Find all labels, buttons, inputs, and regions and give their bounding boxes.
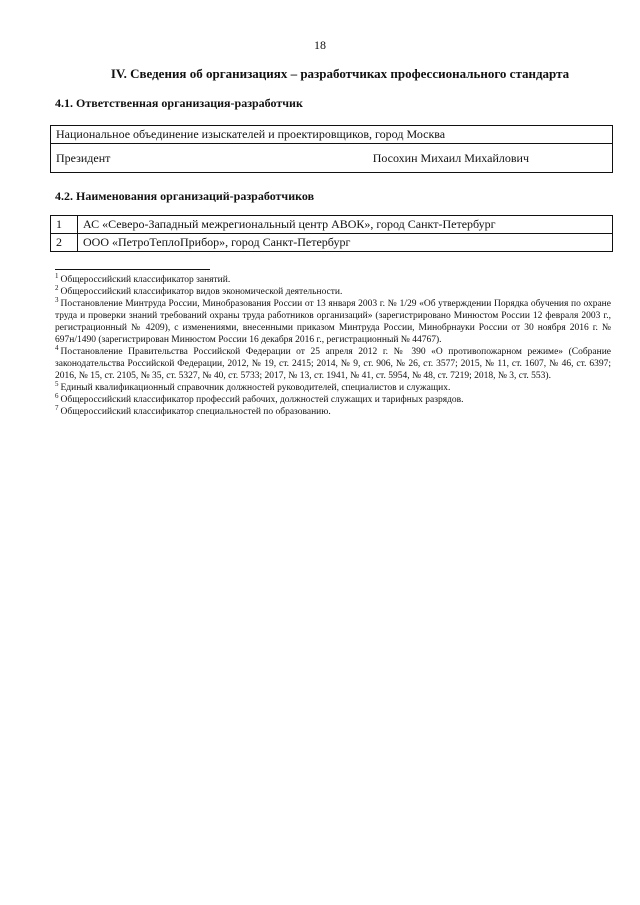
signer-name: Посохин Михаил Михайлович — [372, 150, 529, 165]
section-title: IV. Сведения об организациях – разработчиках профессионального стандарта — [110, 66, 570, 81]
footnotes — [55, 271, 611, 418]
row-number: 2 — [51, 234, 78, 252]
footnote-mark: 3 — [55, 295, 59, 304]
responsible-org-table — [50, 125, 613, 173]
table-row — [51, 126, 613, 144]
footnote-mark: 6 — [55, 391, 59, 400]
signer-cell — [51, 144, 613, 173]
footnote-text: Общероссийский классификатор профессий рабочих, должностей служащих и тарифных разрядов. — [60, 395, 464, 405]
footnote-mark: 2 — [55, 283, 59, 292]
footnote-mark: 4 — [55, 343, 59, 352]
footnote-mark: 5 — [55, 379, 59, 388]
developer-orgs-table — [50, 215, 613, 252]
footnote — [55, 283, 611, 298]
footnote-text: Общероссийский классификатор видов экономической деятельности. — [60, 287, 343, 297]
signer-position: Президент — [56, 150, 111, 165]
footnote-mark: 1 — [55, 271, 59, 280]
footnote-text: Постановление Минтруда России, Минобразования России от 13 января 2003 г. № 1/29 «Об утверждении Порядка обучения по охране труда и проверки знаний требований охраны труда работников организаций» (зарегистрировано Минюстом России 12 февраля 2003 г., регистрационный № 4209), с изменениями, внесенными приказом Минтруда России, Минобрнауки России от 30 ноября 2016 г. № 697н/1490 (зарегистрирован Минюстом России 16 декабря 2016 г., регистрационный № 44767). — [55, 299, 611, 345]
footnote-text: Общероссийский классификатор специальностей по образованию. — [60, 407, 331, 417]
table-row — [51, 144, 613, 173]
footnote-separator — [55, 269, 210, 270]
footnote — [55, 295, 611, 346]
footnote — [55, 379, 611, 394]
row-number: 1 — [51, 216, 78, 234]
table-row — [51, 216, 613, 234]
footnote-text: Единый квалификационный справочник должностей руководителей, специалистов и служащих. — [60, 383, 451, 393]
signer — [56, 150, 607, 167]
footnote — [55, 403, 611, 418]
developer-org-name: АС «Северо-Западный межрегиональный центр АВОК», город Санкт-Петербург — [78, 216, 613, 234]
footnote-text: Постановление Правительства Российской Федерации от 25 апреля 2012 г. № 390 «О противопожарном режиме» (Собрание законодательства Российской Федерации, 2012, № 19, ст. 2415; 2014, № 9, ст. 906, № 26, ст. 3577; 2015, № 11, ст. 1607, № 46, ст. 6397; 2016, № 15, ст. 2105, № 35, ст. 5327, № 40, ст. 5733; 2017, № 13, ст. 1941, № 41, ст. 5954, № 48, ст. 7219; 2018, № 3, ст. 553). — [55, 347, 611, 381]
footnote — [55, 391, 611, 406]
developer-org-name: ООО «ПетроТеплоПрибор», город Санкт-Петербург — [78, 234, 613, 252]
footnote — [55, 271, 611, 286]
page-number: 18 — [314, 38, 326, 52]
responsible-org-heading: 4.1. Ответственная организация-разработчик — [55, 96, 303, 110]
table-row — [51, 234, 613, 252]
footnote-mark: 7 — [55, 403, 59, 412]
footnote-text: Общероссийский классификатор занятий. — [60, 275, 231, 285]
responsible-org-name: Национальное объединение изыскателей и проектировщиков, город Москва — [51, 126, 613, 144]
footnote — [55, 343, 611, 382]
developer-orgs-heading: 4.2. Наименования организаций-разработчиков — [55, 189, 315, 203]
